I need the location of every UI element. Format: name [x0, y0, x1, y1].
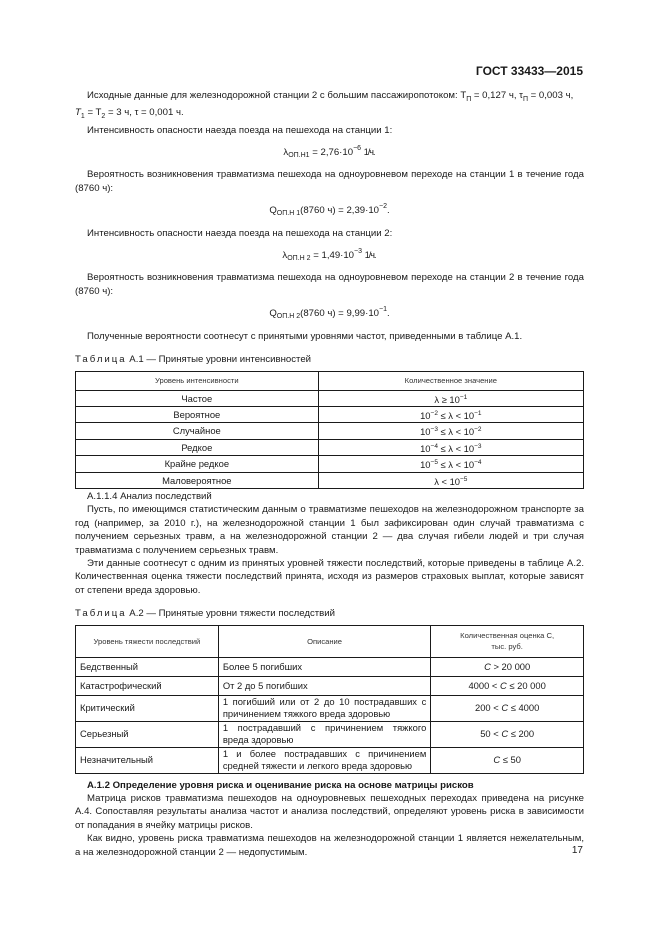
intensity-value-cell: $\lambda \ge 10^{-1}$ — [318, 390, 583, 406]
severity-value-cell: 200 < C ≤ 4000 — [431, 695, 584, 721]
intro-text: = 0,127 ч, τ — [471, 90, 523, 101]
intro-sub: 2 — [101, 113, 106, 121]
formula-end: . — [372, 147, 376, 159]
intro-sub: П — [522, 95, 528, 103]
table-row — [76, 695, 584, 721]
severity-level-cell: Критический — [76, 695, 219, 721]
formula-lambda-2 — [75, 245, 584, 265]
table-header-row — [76, 371, 584, 390]
formula-end: . — [386, 308, 390, 320]
intensity-value-cell: $10^{-4} \le \lambda < 10^{-3}$ — [318, 439, 583, 455]
probability-paragraph-2: Вероятность возникновения травматизма пешехода на одноуровневом переходе на станции 2 в течение года (8760 ч): — [75, 272, 584, 297]
column-header: Количественная оценка C, тыс. руб. — [431, 625, 584, 657]
formula-q-2 — [75, 303, 584, 323]
formula-value: (8760 ч) = 2,39·10 — [300, 205, 379, 217]
severity-level-cell: Катастрофический — [76, 676, 219, 695]
intensity-paragraph-1: Интенсивность опасности наезда поезда на пешехода на станции 1: — [87, 124, 393, 136]
intro-text: = 0,003 ч, — [528, 90, 574, 101]
document-header: ГОСТ 33433—2015 — [475, 64, 583, 78]
severity-level-cell: Серьезный — [76, 721, 219, 747]
table1-caption — [75, 353, 584, 366]
column-header: Количественное значение — [318, 371, 583, 390]
intensity-level-cell: Маловероятное — [76, 472, 319, 488]
intensity-level-cell: Редкое — [76, 439, 319, 455]
intensity-levels-table — [75, 371, 584, 489]
intro-sub: 1 — [80, 113, 85, 121]
formula-unit: 1/ч — [363, 147, 373, 158]
severity-value-cell: C ≤ 50 — [431, 747, 584, 773]
caption-label: Таблица — [75, 608, 127, 620]
formula-symbol: Q — [269, 205, 277, 217]
formula-end: . — [386, 205, 390, 217]
intensity-level-cell: Крайне редкое — [76, 456, 319, 472]
formula-exp: −2 — [379, 203, 387, 211]
table-row — [76, 676, 584, 695]
intro-paragraph — [75, 89, 584, 124]
column-header: Описание — [218, 625, 430, 657]
intensity-paragraph-2: Интенсивность опасности наезда поезда на пешехода на станции 2: — [87, 227, 393, 239]
severity-description-cell: 1 пострадавший с причинением тяжкого вреда здоровью — [218, 721, 430, 747]
probability-paragraph-1: Вероятность возникновения травматизма пешехода на одноуровневом переходе на станции 1 в течение года (8760 ч): — [75, 169, 584, 194]
intensity-value-cell: $10^{-2} \le \lambda < 10^{-1}$ — [318, 406, 583, 422]
section-heading-a114: А.1.1.4 Анализ последствий — [87, 490, 212, 502]
statistics-paragraph: Пусть, по имеющимся статистическим данным о травматизме пешеходов на железнодорожном транспорте за год (например, за 2010 г.), на железнодорожной станции 1 был зафиксирован один случай травматизма с получением серьезных травм, а на железнодорожной станции 2 — два случая гибели людей и три случая травматизма с получением серьезных травм. — [75, 504, 584, 556]
intro-text: = 3 ч, τ = 0,001 ч. — [105, 107, 184, 119]
conclusion-paragraph: Как видно, уровень риска травматизма пешеходов на железнодорожной станции 1 является нежелательным, а на железнодорожной станции 2 — недопустимым. — [75, 833, 584, 858]
severity-level-cell: Бедственный — [76, 657, 219, 676]
formula-q-1 — [75, 200, 584, 220]
caption-text: А.2 — Принятые уровни тяжести последствий — [126, 608, 335, 620]
intro-text: Исходные данные для железнодорожной станции 2 с большим пассажиропотоком: T — [87, 90, 467, 101]
severity-value-cell: 4000 < C ≤ 20 000 — [431, 676, 584, 695]
severity-description-cell: 1 и более пострадавших с причинением средней тяжести и легкого вреда здоровью — [218, 747, 430, 773]
severity-value-cell: 50 < C ≤ 200 — [431, 721, 584, 747]
formula-symbol: λ — [282, 250, 288, 262]
table-row — [76, 721, 584, 747]
table-row — [76, 439, 584, 455]
formula-unit: 1/ч — [364, 250, 374, 261]
formula-exp: −6 — [353, 145, 362, 153]
caption-label: Таблица — [75, 354, 127, 366]
caption-text: А.1 — Принятые уровни интенсивностей — [126, 354, 312, 366]
table-row — [76, 747, 584, 773]
intensity-value-cell: $10^{-3} \le \lambda < 10^{-2}$ — [318, 423, 583, 439]
intensity-value-cell: $\lambda < 10^{-5}$ — [318, 472, 583, 488]
table-row — [76, 423, 584, 439]
section-heading-a12: А.1.2 Определение уровня риска и оценивание риска на основе матрицы рисков — [87, 779, 474, 791]
table2-caption — [75, 607, 584, 620]
intensity-level-cell: Вероятное — [76, 406, 319, 422]
column-header: Уровень интенсивности — [76, 371, 319, 390]
events-paragraph: Эти данные соотнесут с одним из принятых уровней тяжести последствий, которые приведены в таблице А.2. Количественная оценка тяжести последствий принята, исходя из размеров страховых выплат, которые зависят от степени вреда здоровью. — [75, 557, 584, 596]
formula-sub: ОП.Н 1 — [276, 210, 301, 218]
severity-levels-table — [75, 625, 584, 774]
formula-sub: ОП.Н 2 — [276, 313, 301, 321]
formula-sub: ОП.Н 2 — [287, 255, 311, 263]
formula-exp: −1 — [379, 306, 387, 314]
formula-lambda-1 — [75, 142, 584, 162]
table-row — [76, 472, 584, 488]
severity-level-cell: Незначительный — [76, 747, 219, 773]
intro-text: T — [75, 107, 81, 119]
document-body — [75, 89, 584, 859]
formula-exp: −3 — [354, 248, 363, 256]
ratio-paragraph: Полученные вероятности соотнесут с принятыми уровнями частот, приведенными в таблице А.1. — [87, 330, 523, 342]
severity-description-cell: Более 5 погибших — [218, 657, 430, 676]
formula-sub: ОП.Н1 — [288, 152, 310, 160]
formula-value: = 1,49·10 — [310, 250, 355, 262]
formula-symbol: λ — [283, 147, 289, 159]
intro-sub: П — [466, 95, 472, 103]
formula-symbol: Q — [269, 308, 277, 320]
column-header: Уровень тяжести последствий — [76, 625, 219, 657]
table-header-row — [76, 625, 584, 657]
formula-value: = 2,76·10 — [309, 147, 354, 159]
intensity-level-cell: Частое — [76, 390, 319, 406]
intensity-level-cell: Случайное — [76, 423, 319, 439]
table-row — [76, 456, 584, 472]
intensity-value-cell: $10^{-5} \le \lambda < 10^{-4}$ — [318, 456, 583, 472]
table-row — [76, 657, 584, 676]
severity-value-cell: C > 20 000 — [431, 657, 584, 676]
intro-text: = T — [84, 107, 102, 119]
formula-value: (8760 ч) = 9,99·10 — [300, 308, 379, 320]
formula-end: . — [373, 250, 377, 262]
severity-description-cell: 1 погибший или от 2 до 10 пострадавших с причинением тяжкого вреда здоровью — [218, 695, 430, 721]
table-row — [76, 406, 584, 422]
table-row — [76, 390, 584, 406]
matrix-paragraph: Матрица рисков травматизма пешеходов на одноуровневых пешеходных переходах приведена на рисунке А.4. Сопоставляя результаты анализа частот и анализа последствий, определяют уровень риска в зависимости от попадания в ячейку матрицы рисков. — [75, 793, 584, 831]
severity-description-cell: От 2 до 5 погибших — [218, 676, 430, 695]
page-number: 17 — [571, 845, 583, 856]
